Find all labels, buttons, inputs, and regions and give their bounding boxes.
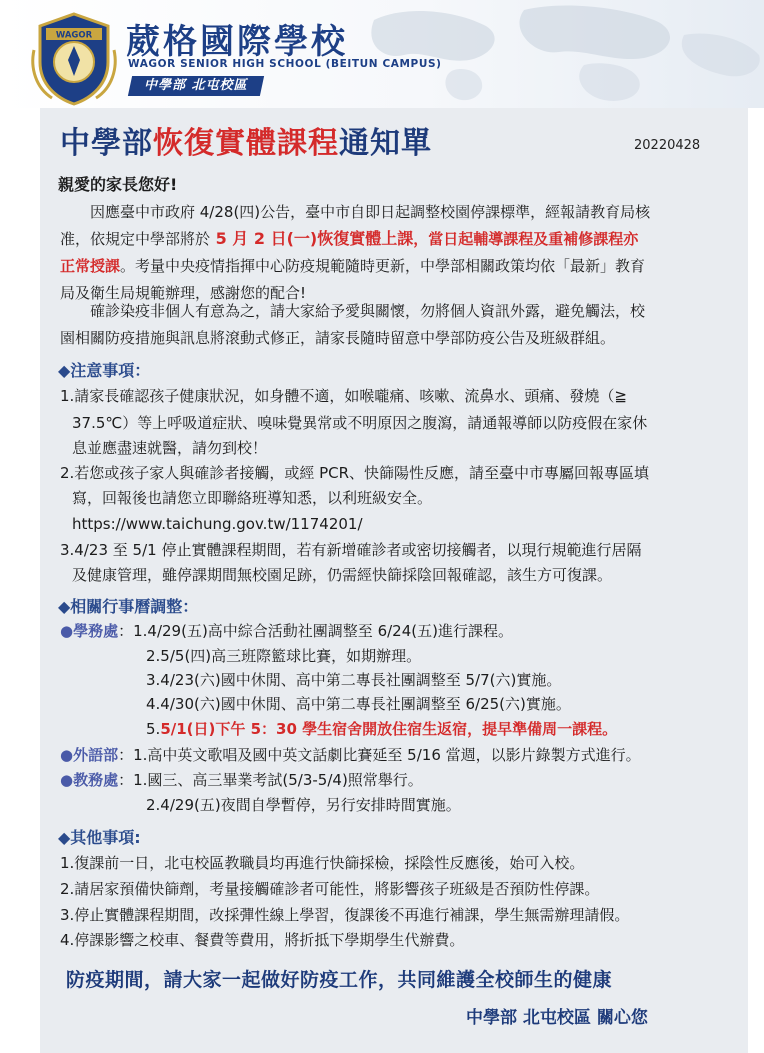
intro-text: 准，依規定中學部將於 <box>60 230 211 248</box>
calendar-item <box>60 744 641 766</box>
intro-line <box>60 255 645 277</box>
calendar-text: 5. <box>146 720 161 738</box>
intro-line: 局及衛生局規範辦理，感謝您的配合! <box>60 284 307 302</box>
intro-line: 確診染疫非個人有意為之，請大家給予愛與關懷，勿將個人資訊外露，避免觸法，校 <box>90 302 646 320</box>
calendar-item: 4.4/30(六)國中休閒、高中第二專長社團調整至 6/25(六)實施。 <box>146 695 571 713</box>
calendar-text: ：1.國三、高三畢業考試(5/3-5/4)照常舉行。 <box>118 771 423 789</box>
calendar-text: ：1.4/29(五)高中綜合活動社團調整至 6/24(五)進行課程。 <box>118 622 513 640</box>
calendar-item <box>146 718 617 740</box>
note-item: 及健康管理，雖停課期間無校園足跡，仍需經快篩採陰回報確認，該生方可復課。 <box>72 566 613 584</box>
tutoring-highlight: ，當日起輔導課程及重補修課程亦 <box>413 230 639 248</box>
title-part-dept: 中學部 <box>60 126 153 161</box>
intro-line: 園相關防疫措施與訊息將滾動式修正，請家長隨時留意中學部防疫公告及班級群組。 <box>60 329 616 347</box>
svg-text:WAGOR: WAGOR <box>55 30 93 41</box>
calendar-item: 2.5/5(四)高三班際籃球比賽，如期辦理。 <box>146 647 422 665</box>
campus-badge <box>128 76 264 96</box>
world-map-decoration <box>334 0 764 108</box>
school-crest-logo <box>28 10 120 106</box>
other-heading: ◆其他事項: <box>58 828 141 847</box>
calendar-text: ：1.高中英文歌唱及國中英文話劇比賽延至 5/16 當週，以影片錄製方式進行。 <box>118 746 641 764</box>
dorm-highlight: 5/1(日)下午 5：30 學生宿舍開放住宿生返宿，提早準備周一課程。 <box>160 720 618 738</box>
campus-badge-label: 中學部 北屯校區 <box>144 78 248 93</box>
note-item: 2.若您或孩子家人與確診者接觸，或經 PCR、快篩陽性反應，請至臺中市專屬回報專區填 <box>60 464 650 482</box>
report-url-link[interactable]: https://www.taichung.gov.tw/1174201/ <box>72 515 363 533</box>
dept-label: ●外語部 <box>60 746 119 764</box>
intro-text: 。考量中央疫情指揮中心防疫規範隨時更新，中學部相關政策均依「最新」教育 <box>120 257 646 275</box>
other-item: 3.停止實體課程期間，改採彈性線上學習，復課後不再進行補課，學生無需辦理請假。 <box>60 906 630 924</box>
dept-label: ●學務處 <box>60 622 119 640</box>
resume-date-highlight: 5 月 2 日(一)恢復實體上課 <box>210 229 414 248</box>
note-item: 3.4/23 至 5/1 停止實體課程期間，若有新增確診者或密切接觸者，以現行規範進行居隔 <box>60 541 642 559</box>
notes-heading: ◆注意事項： <box>58 361 151 380</box>
intro-line <box>60 228 638 250</box>
school-name-english: WAGOR SENIOR HIGH SCHOOL (BEITUN CAMPUS) <box>128 58 442 70</box>
other-item: 4.停課影響之校車、餐費等費用，將折抵下學期學生代辦費。 <box>60 931 465 949</box>
note-item: 37.5℃）等上呼吸道症狀、嗅味覺異常或不明原因之腹瀉，請通報導師以防疫假在家休 <box>72 414 648 432</box>
calendar-item: 3.4/23(六)國中休閒、高中第二專長社團調整至 5/7(六)實施。 <box>146 671 562 689</box>
other-item: 1.復課前一日，北屯校區教職員均再進行快篩採檢，採陰性反應後，始可入校。 <box>60 854 585 872</box>
document-date: 20220428 <box>634 138 701 153</box>
calendar-item <box>60 769 423 791</box>
letterhead <box>0 0 764 108</box>
closing-message: 防疫期間，請大家一起做好防疫工作，共同維護全校師生的健康 <box>66 969 613 991</box>
calendar-item: 2.4/29(五)夜間自學暫停，另行安排時間實施。 <box>146 796 461 814</box>
normal-class-highlight: 正常授課 <box>60 257 121 275</box>
signoff: 中學部 北屯校區 關心您 <box>466 1008 648 1028</box>
other-item: 2.請居家預備快篩劑，考量接觸確診者可能性，將影響孩子班級是否預防性停課。 <box>60 880 600 898</box>
note-item: 息並應盡速就醫，請勿到校！ <box>72 439 268 457</box>
school-name: 葳格國際學校 <box>126 22 348 62</box>
greeting: 親愛的家長您好! <box>58 175 178 194</box>
calendar-heading: ◆相關行事曆調整： <box>58 597 199 616</box>
intro-line: 因應臺中市政府 4/28(四)公告，臺中市自即日起調整校園停課標準，經報請教育局核 <box>90 203 651 221</box>
title-part-highlight: 恢復實體課程 <box>153 126 339 161</box>
note-item: 寫，回報後也請您立即聯絡班導知悉，以利班級安全。 <box>72 489 433 507</box>
dept-label: ●教務處 <box>60 771 119 789</box>
notice-title <box>60 118 432 162</box>
note-item: 1.請家長確認孩子健康狀況，如身體不適，如喉嚨痛、咳嗽、流鼻水、頭痛、發燒（≧ <box>60 387 627 405</box>
calendar-item <box>60 620 513 642</box>
title-part-suffix: 通知單 <box>339 126 432 161</box>
